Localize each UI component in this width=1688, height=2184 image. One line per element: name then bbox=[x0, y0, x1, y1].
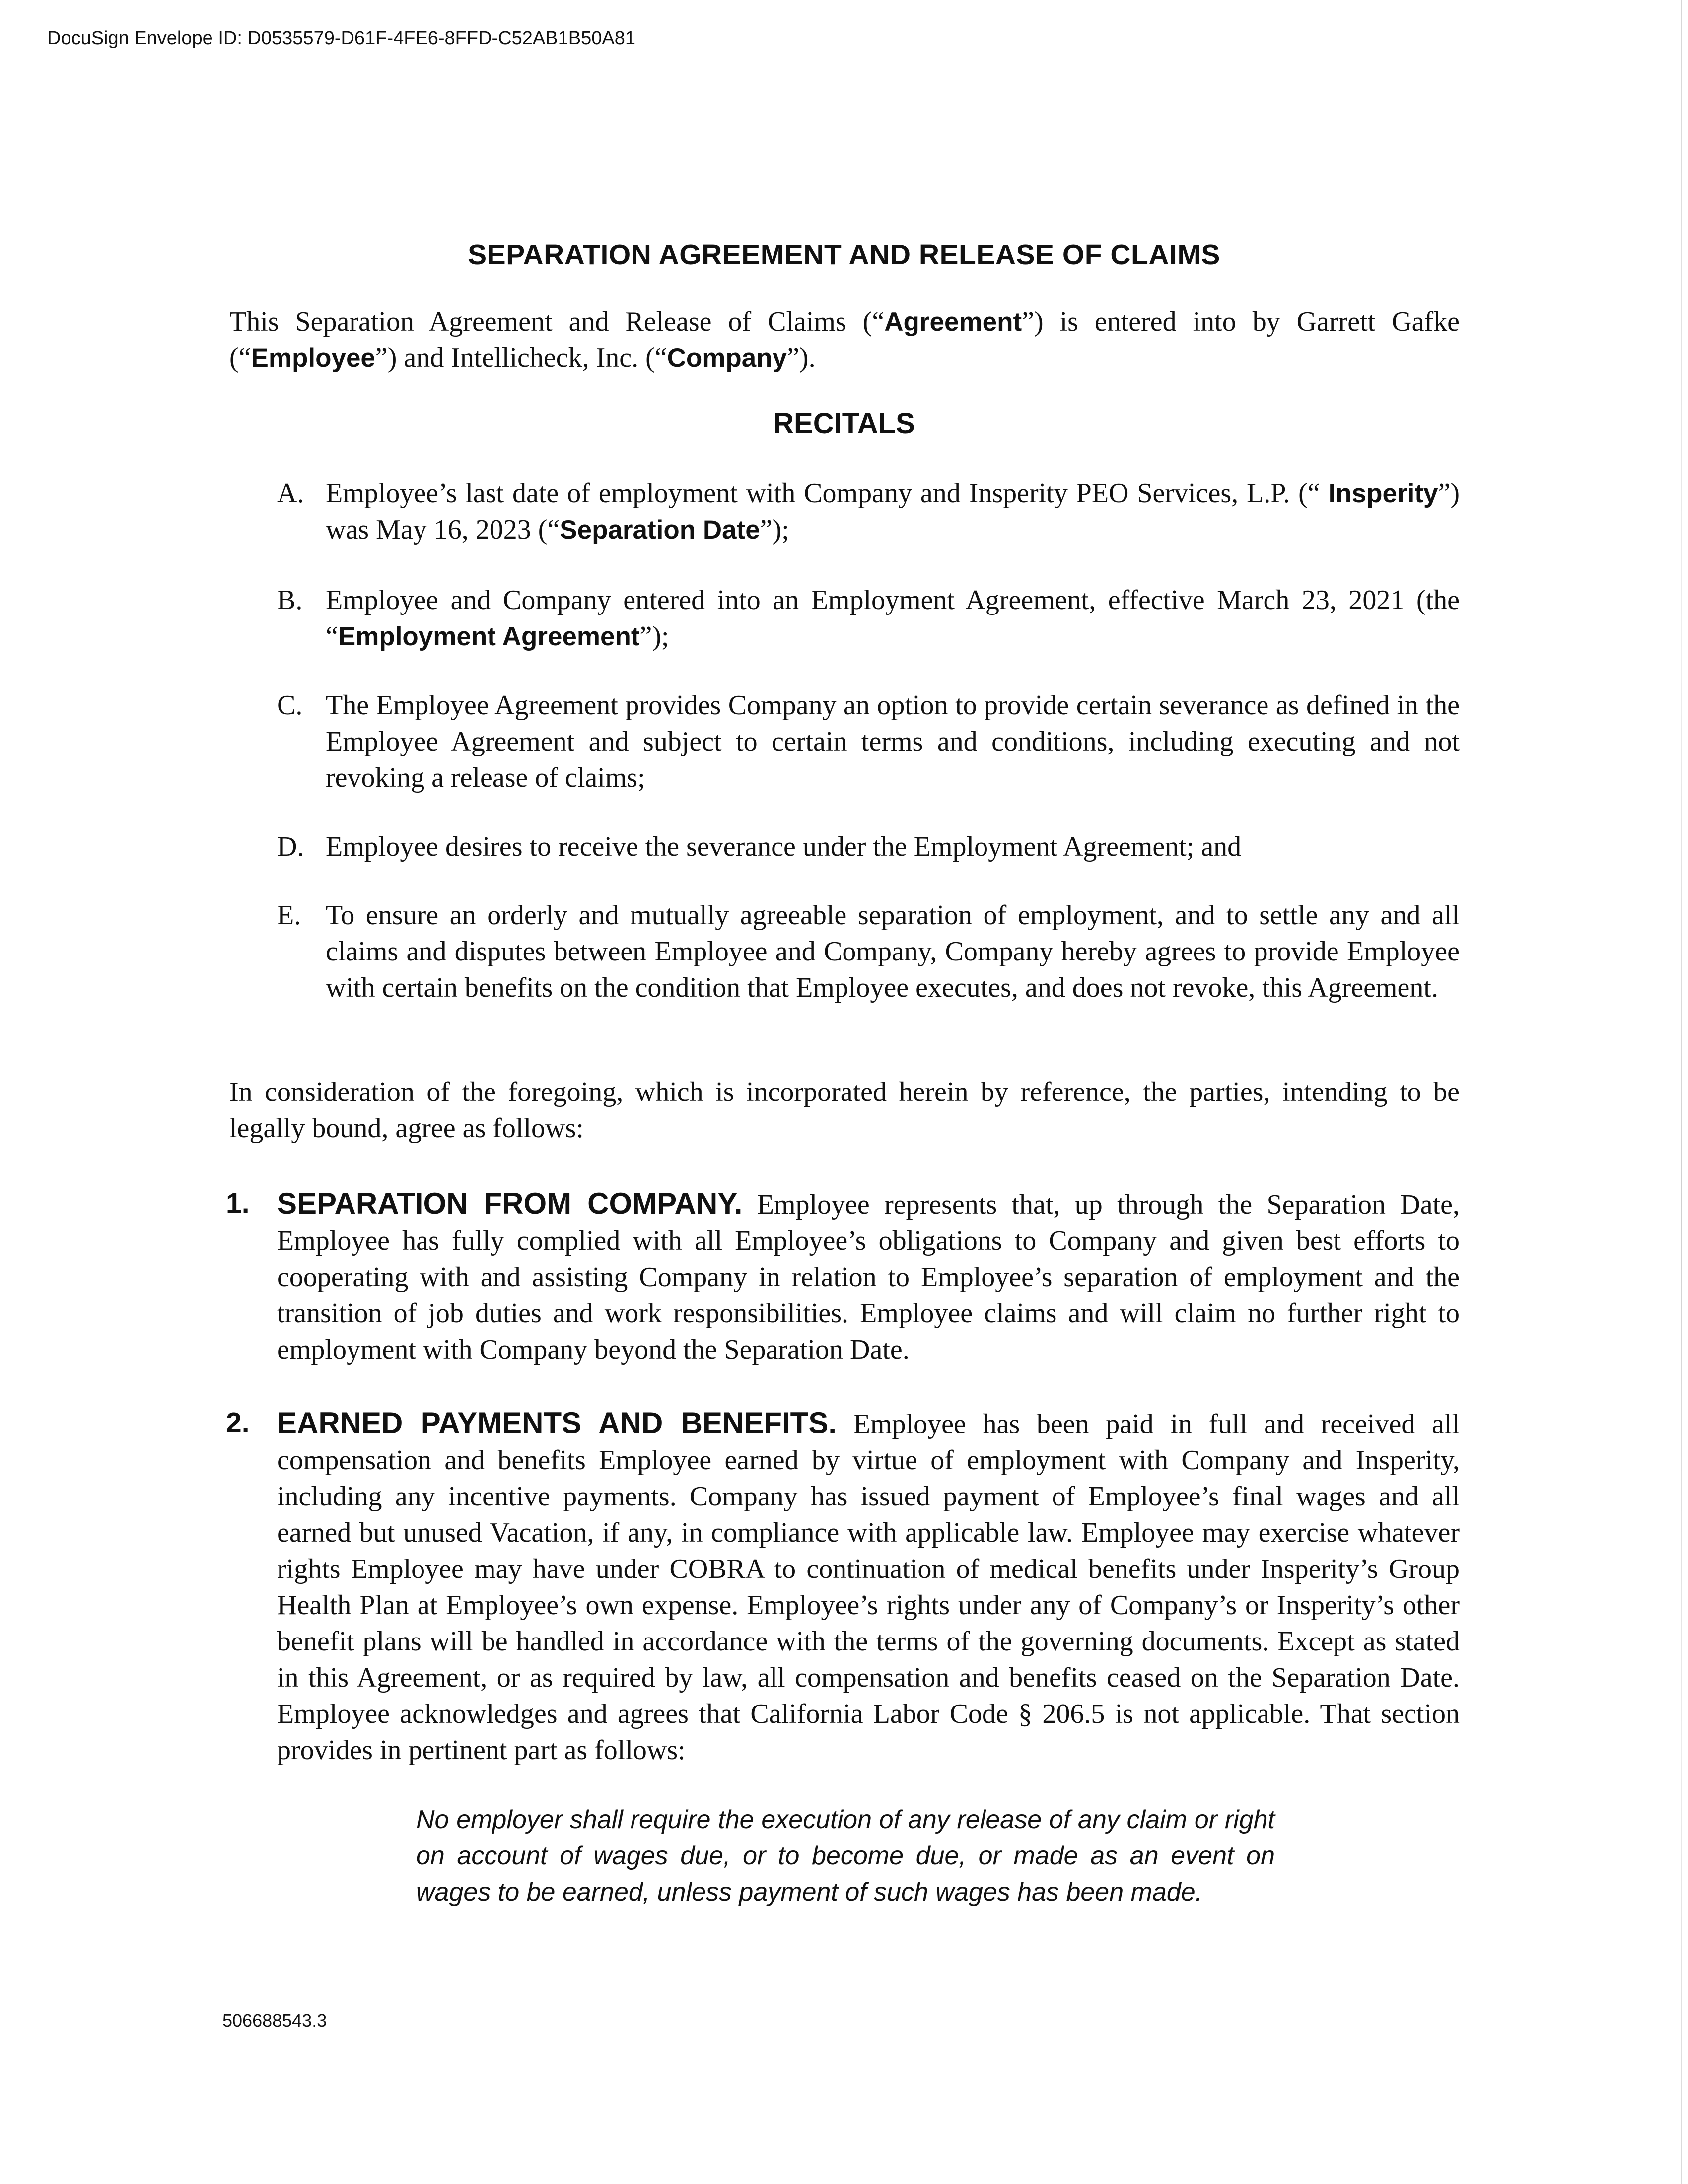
section-body: EARNED PAYMENTS AND BENEFITS. Employee has been paid in full and received all compensation and benefits Employee earned by virtue of employment with Company and Insperity, including any incentive payments. Company has issued payment of Employee’s final wages and all earned but unused Vacation, if any, in compliance with applicable law. Employee may exercise whatever rights Employee may have under COBRA to continuation of medical benefits under Insperity’s Group Health Plan at Employee’s own expense. Employee’s rights under any of Company’s or Insperity’s other benefit plans will be handled in accordance with the terms of the governing documents. Except as stated in this Agreement, or as required by law, all compensation and benefits ceased on the Separation Date. Employee acknowledges and agrees that California Labor Code § 206.5 is not applicable. That section provides in pertinent part as follows: bbox=[277, 1406, 1460, 1766]
section-heading: SEPARATION FROM COMPANY. bbox=[277, 1187, 743, 1220]
section-body: SEPARATION FROM COMPANY. Employee represents that, up through the Separation Date, Employee has fully complied with all Employee’s obligations to Company and given best efforts to cooperating with and assisting Company in relation to Employee’s separation of employment and the transition of job duties and work responsibilities. Employee claims and will claim no further right to employment with Company beyond the Separation Date. bbox=[277, 1187, 1460, 1365]
section-2 bbox=[226, 1405, 1460, 1769]
defined-term-separation-date: Separation Date bbox=[560, 515, 760, 545]
document-title: SEPARATION AGREEMENT AND RELEASE OF CLAIMS bbox=[468, 239, 1220, 271]
section-heading: EARNED PAYMENTS AND BENEFITS. bbox=[277, 1406, 837, 1439]
recital-text: Employee’s last date of employment with Company and Insperity PEO Services, L.P. (“ Insperity”) was May 16, 2023 (“Separation Date”); bbox=[326, 478, 1460, 545]
defined-term-insperity: Insperity bbox=[1328, 479, 1438, 508]
scan-edge-line bbox=[1681, 0, 1682, 2184]
section-number: 2. bbox=[226, 1407, 250, 1438]
labor-code-quote: No employer shall require the execution of any release of any claim or right on account of wages due, or to become due, or made as an event on wages to be earned, unless payment of such wages has been made. bbox=[416, 1805, 1275, 1907]
recital-letter: B. bbox=[277, 585, 303, 615]
recital-text: The Employee Agreement provides Company an option to provide certain severance as defined in the Employee Agreement and subject to certain terms and conditions, including executing and not revoking a release of claims; bbox=[326, 690, 1460, 793]
recital-d bbox=[278, 829, 1460, 865]
section-number: 1. bbox=[226, 1187, 250, 1219]
recital-a bbox=[278, 476, 1460, 548]
recital-letter: C. bbox=[277, 690, 303, 721]
recitals-heading: RECITALS bbox=[773, 408, 915, 440]
recital-text: Employee desires to receive the severance under the Employment Agreement; and bbox=[326, 831, 1242, 862]
defined-term-company: Company bbox=[667, 343, 787, 373]
recital-letter: A. bbox=[277, 478, 304, 509]
docusign-envelope-id: DocuSign Envelope ID: D0535579-D61F-4FE6-8FFD-C52AB1B50A81 bbox=[47, 28, 635, 49]
defined-term-agreement: Agreement bbox=[884, 307, 1022, 337]
recital-e bbox=[278, 897, 1460, 1006]
recital-letter: E. bbox=[277, 900, 301, 931]
document-number: 506688543.3 bbox=[222, 2010, 327, 2031]
recital-text: Employee and Company entered into an Employment Agreement, effective March 23, 2021 (the “Employment Agreement”); bbox=[326, 585, 1460, 652]
defined-term-employment-agreement: Employment Agreement bbox=[338, 622, 640, 651]
recital-b bbox=[278, 582, 1460, 655]
section-1 bbox=[226, 1185, 1460, 1368]
consideration-paragraph: In consideration of the foregoing, which is incorporated herein by reference, the parties, intending to be legally bound, agree as follows: bbox=[229, 1077, 1460, 1144]
defined-term-employee: Employee bbox=[251, 343, 375, 373]
recital-letter: D. bbox=[277, 831, 304, 862]
recital-c bbox=[278, 687, 1460, 796]
intro-paragraph: This Separation Agreement and Release of Claims (“Agreement”) is entered into by Garrett Gafke (“Employee”) and Intellicheck, Inc. (“Company”). bbox=[229, 306, 1460, 373]
recital-text: To ensure an orderly and mutually agreeable separation of employment, and to settle any and all claims and disputes between Employee and Company, Company hereby agrees to provide Employee with certain benefits on the condition that Employee executes, and does not revoke, this Agreement. bbox=[326, 900, 1460, 1003]
